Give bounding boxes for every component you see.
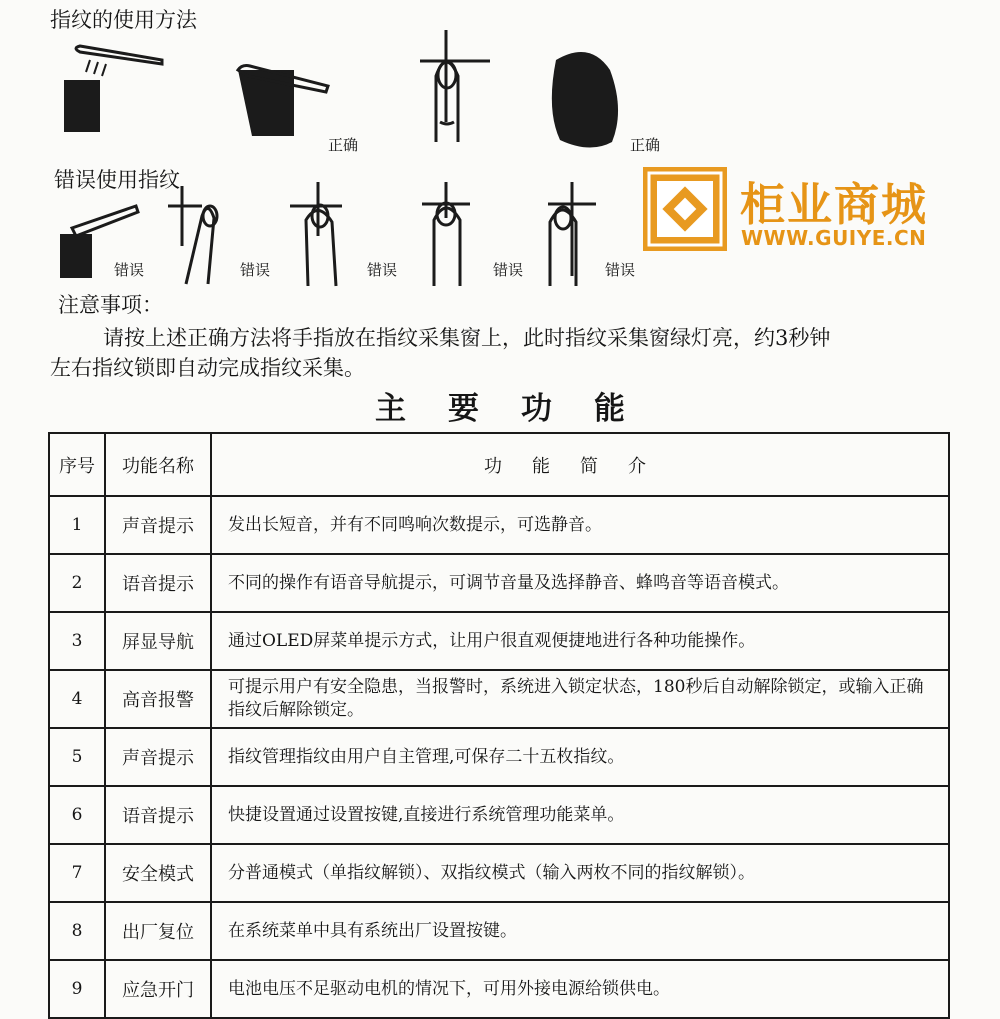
row-name: 屏显导航 xyxy=(105,612,211,670)
notes-body-line2: 左右指纹锁即自动完成指纹采集。 xyxy=(50,356,365,380)
table-row xyxy=(49,670,949,728)
usage-title: 指纹的使用方法 xyxy=(50,8,197,32)
row-desc: 发出长短音，并有不同鸣响次数提示，可选静音。 xyxy=(211,496,949,554)
table-row xyxy=(49,960,949,1018)
watermark-brand: 柜业商城 xyxy=(740,178,929,231)
table-row xyxy=(49,786,949,844)
row-num: 5 xyxy=(49,728,105,786)
notes-body-line1: 请按上述正确方法将手指放在指纹采集窗上，此时指纹采集窗绿灯亮，约3秒钟 xyxy=(103,326,831,350)
row-name: 高音报警 xyxy=(105,670,211,728)
correct-label-2: 正确 xyxy=(630,136,661,154)
row-num: 7 xyxy=(49,844,105,902)
finger-front-crosshair-illustration xyxy=(420,30,490,142)
finger-wrong-illustration-5 xyxy=(548,182,596,286)
row-num: 6 xyxy=(49,786,105,844)
main-functions-title: 主要功能 xyxy=(375,391,667,427)
finger-wrong-illustration-4 xyxy=(422,182,470,286)
row-desc: 电池电压不足驱动电机的情况下，可用外接电源给锁供电。 xyxy=(211,960,949,1018)
row-desc: 可提示用户有安全隐患，当报警时，系统进入锁定状态，180秒后自动解除锁定，或输入正确指纹后解除锁定。 xyxy=(211,670,949,728)
fingerprint-impression-illustration xyxy=(552,52,618,148)
finger-wrong-illustration-3 xyxy=(290,182,342,286)
table-row xyxy=(49,496,949,554)
correct-usage-illustrations xyxy=(50,30,700,160)
table-row xyxy=(49,554,949,612)
table-row xyxy=(49,728,949,786)
wrong-usage-title: 错误使用指纹 xyxy=(54,168,180,192)
row-desc: 不同的操作有语音导航提示，可调节音量及选择静音、蜂鸣音等语音模式。 xyxy=(211,554,949,612)
row-num: 2 xyxy=(49,554,105,612)
header-name: 功能名称 xyxy=(105,433,211,496)
table-row xyxy=(49,844,949,902)
finger-flat-illustration xyxy=(238,66,328,137)
row-desc: 在系统菜单中具有系统出厂设置按键。 xyxy=(211,902,949,960)
correct-label-1: 正确 xyxy=(328,136,359,154)
fingertip-sensor-illustration-1 xyxy=(64,46,162,132)
wrong-label-2: 错误 xyxy=(240,261,271,279)
notes-title: 注意事项： xyxy=(58,293,163,317)
row-desc: 指纹管理指纹由用户自主管理,可保存二十五枚指纹。 xyxy=(211,728,949,786)
table-row xyxy=(49,612,949,670)
wrong-label-3: 错误 xyxy=(367,261,398,279)
wrong-label-4: 错误 xyxy=(493,261,524,279)
row-name: 出厂复位 xyxy=(105,902,211,960)
row-name: 安全模式 xyxy=(105,844,211,902)
row-num: 9 xyxy=(49,960,105,1018)
functions-table xyxy=(48,432,950,1019)
watermark-logo-icon xyxy=(643,167,727,251)
header-num: 序号 xyxy=(49,433,105,496)
wrong-label-1: 错误 xyxy=(114,261,145,279)
header-desc: 功能简介 xyxy=(211,433,949,496)
row-name: 语音提示 xyxy=(105,554,211,612)
row-name: 应急开门 xyxy=(105,960,211,1018)
row-desc: 通过OLED屏菜单提示方式，让用户很直观便捷地进行各种功能操作。 xyxy=(211,612,949,670)
table-header-row xyxy=(49,433,949,496)
row-num: 3 xyxy=(49,612,105,670)
row-num: 4 xyxy=(49,670,105,728)
row-name: 声音提示 xyxy=(105,728,211,786)
row-num: 8 xyxy=(49,902,105,960)
watermark-url: WWW.GUIYE.CN xyxy=(741,226,927,250)
row-desc: 分普通模式（单指纹解锁）、双指纹模式（输入两枚不同的指纹解锁）。 xyxy=(211,844,949,902)
row-desc: 快捷设置通过设置按键,直接进行系统管理功能菜单。 xyxy=(211,786,949,844)
table-row xyxy=(49,902,949,960)
row-name: 声音提示 xyxy=(105,496,211,554)
wrong-label-5: 错误 xyxy=(605,261,636,279)
finger-wrong-illustration-2 xyxy=(168,186,217,284)
row-name: 语音提示 xyxy=(105,786,211,844)
row-num: 1 xyxy=(49,496,105,554)
